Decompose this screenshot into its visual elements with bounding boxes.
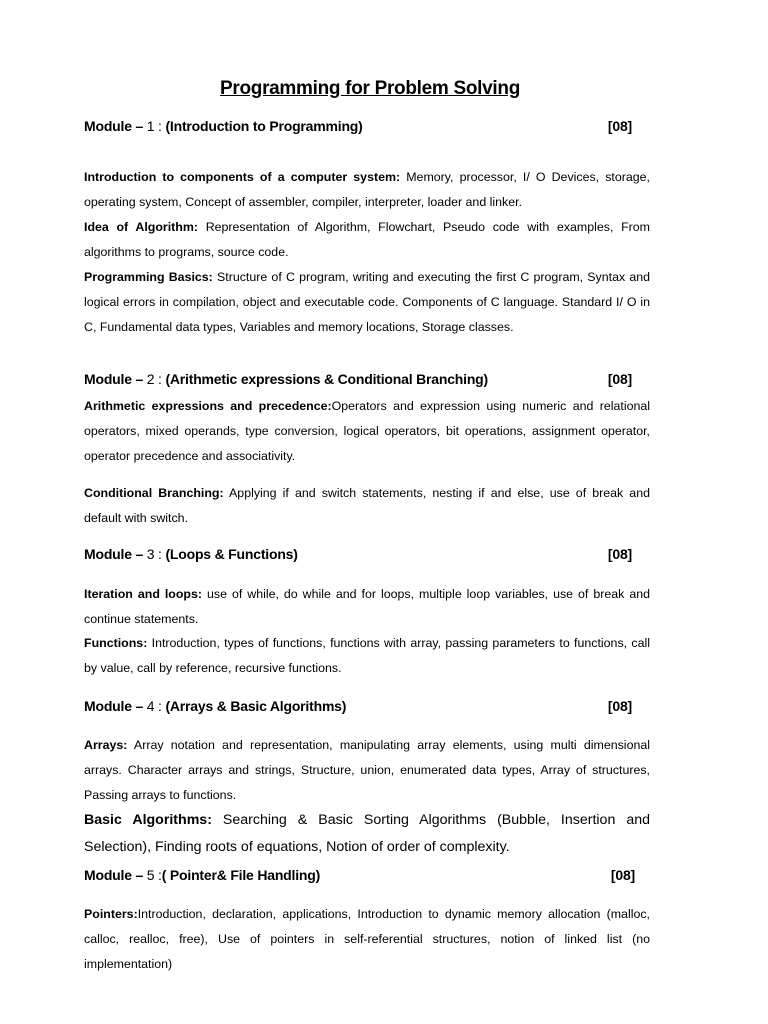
module-4-heading [84, 698, 632, 714]
paragraph [84, 582, 650, 632]
topic-heading: Conditional Branching: [84, 486, 224, 500]
topic-text: Introduction, declaration, applications, Introduction to dynamic memory allocation (malloc, calloc, realloc, free), Use of pointers in self-referential structures, notion of linked list (no implementation) [84, 907, 650, 971]
topic-text: Structure of C program, writing and executing the first C program, Syntax and logical errors in compilation, object and executable code. Components of C language. Standard I/ O in C, Fundamental data types, Variables and memory locations, Storage classes. [84, 270, 651, 334]
paragraph [84, 733, 650, 808]
module-title: ( Pointer& File Handling) [161, 867, 321, 883]
module-2-heading [84, 371, 632, 387]
topic-heading: Pointers: [84, 907, 138, 921]
module-number: 4 : [146, 698, 162, 714]
module-hours: [08] [607, 371, 632, 387]
topic-text: Introduction, types of functions, functions with array, passing parameters to functions, call by value, call by reference, recursive functions. [84, 636, 650, 675]
module-title: (Introduction to Programming) [165, 118, 363, 134]
module-hours: [08] [607, 118, 632, 134]
module-title: (Arithmetic expressions & Conditional Branching) [165, 371, 488, 387]
topic-text: Operators and expression using numeric and relational operators, mixed operands, type conversion, logical operators, bit operations, assignment operator, operator precedence and associativity. [84, 399, 650, 463]
topic-text: use of while, do while and for loops, multiple loop variables, use of break and continue statements. [84, 587, 650, 626]
topic-heading: Idea of Algorithm: [84, 220, 199, 234]
module-hours: [08] [610, 867, 635, 883]
module-prefix: Module – [84, 698, 147, 714]
module-title: (Arrays & Basic Algorithms) [165, 698, 347, 714]
topic-text: Memory, processor, I/ O Devices, storage, operating system, Concept of assembler, compiler, interpreter, loader and linker. [84, 170, 650, 209]
topic-text: Applying if and switch statements, nesting if and else, use of break and default with switch. [84, 486, 650, 525]
module-number: 2 : [146, 371, 162, 387]
module-prefix: Module – [84, 118, 147, 134]
topic-text: Representation of Algorithm, Flowchart, Pseudo code with examples, From algorithms to programs, source code. [84, 220, 650, 259]
paragraph [84, 902, 650, 977]
module-hours: [08] [607, 698, 632, 714]
paragraph [84, 215, 650, 265]
topic-heading: Arithmetic expressions and precedence: [84, 399, 332, 413]
module-title: (Loops & Functions) [165, 546, 298, 562]
paragraph [84, 394, 650, 469]
module-prefix: Module – [84, 546, 147, 562]
topic-text: Array notation and representation, manipulating array elements, using multi dimensional arrays. Character arrays and strings, Structure, union, enumerated data types, Array of structures, Passing arrays to functions. [84, 738, 650, 802]
module-3-heading [84, 546, 632, 562]
paragraph [84, 165, 650, 215]
topic-heading: Arrays: [84, 738, 128, 752]
topic-heading: Introduction to components of a computer system: [84, 170, 401, 184]
topic-heading: Iteration and loops: [84, 587, 203, 601]
topic-text: Searching & Basic Sorting Algorithms (Bubble, Insertion and Selection), Finding roots of equations, Notion of order of complexity. [84, 812, 650, 855]
page-title: Programming for Problem Solving [219, 78, 521, 99]
module-5-heading [84, 867, 635, 883]
paragraph [84, 265, 650, 340]
topic-heading: Functions: [84, 636, 148, 650]
topic-heading: Programming Basics: [84, 270, 213, 284]
module-prefix: Module – [84, 867, 147, 883]
module-prefix: Module – [84, 371, 147, 387]
paragraph [84, 481, 650, 531]
module-hours: [08] [607, 546, 632, 562]
module-number: 5 : [146, 867, 162, 883]
topic-heading: Basic Algorithms: [84, 812, 212, 828]
paragraph [84, 807, 650, 861]
module-number: 1 : [146, 118, 162, 134]
module-1-heading [84, 118, 632, 134]
paragraph [84, 631, 650, 681]
module-number: 3 : [146, 546, 162, 562]
